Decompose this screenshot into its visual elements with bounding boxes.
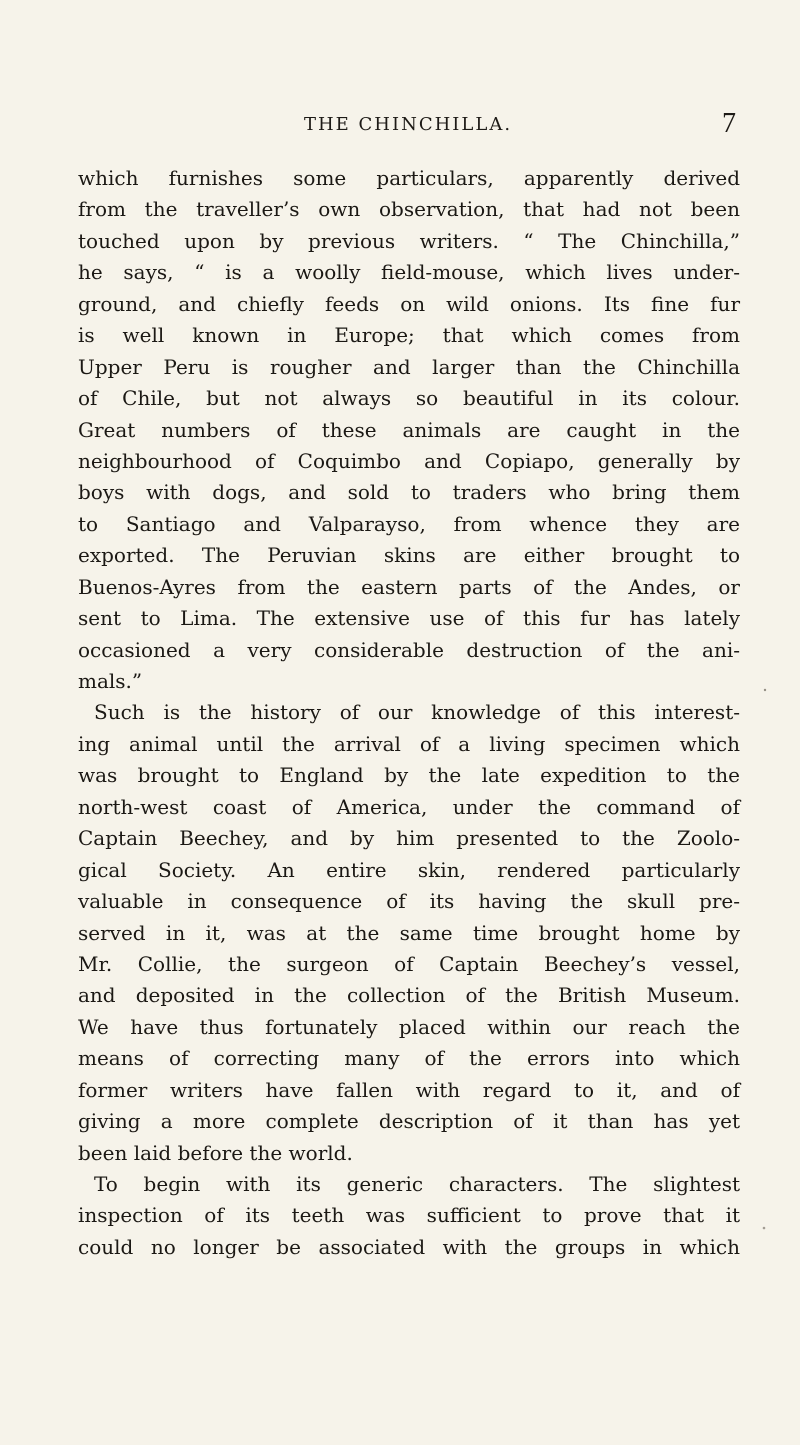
text-line: exported. The Peruvian skins are either brought to <box>78 543 740 568</box>
page-number: 7 <box>722 108 736 139</box>
text-line: occasioned a very considerable destruction of the ani- <box>78 637 740 662</box>
text-line: been laid before the world. <box>78 1140 353 1165</box>
paper-speck <box>764 689 766 691</box>
text-line: giving a more complete description of it than has yet <box>78 1109 740 1134</box>
text-line: neighbourhood of Coquimbo and Copiapo, generally by <box>78 448 740 473</box>
text-line: and deposited in the collection of the British Museum. <box>78 983 740 1008</box>
body-text <box>78 163 740 1263</box>
text-line: served in it, was at the same time brought home by <box>78 920 740 945</box>
text-line: inspection of its teeth was sufficient to prove that it <box>78 1203 740 1228</box>
text-line: is well known in Europe; that which comes from <box>78 323 740 348</box>
text-line: he says, “ is a woolly field-mouse, which lives under- <box>78 260 740 285</box>
text-line: boys with dogs, and sold to traders who bring them <box>78 480 740 505</box>
text-line: ground, and chiefly feeds on wild onions. Its fine fur <box>78 291 740 316</box>
text-line: touched upon by previous writers. “ The Chinchilla,” <box>78 228 740 253</box>
text-line: to Santiago and Valparayso, from whence they are <box>78 511 740 536</box>
text-line: of Chile, but not always so beautiful in its colour. <box>78 386 740 411</box>
text-line: from the traveller’s own observation, that had not been <box>78 197 740 222</box>
page-header <box>78 108 738 148</box>
text-line: Buenos-Ayres from the eastern parts of the Andes, or <box>78 574 740 599</box>
text-line: Upper Peru is rougher and larger than the Chinchilla <box>78 354 740 379</box>
text-line: sent to Lima. The extensive use of this fur has lately <box>78 606 740 631</box>
text-line: means of correcting many of the errors into which <box>78 1046 740 1071</box>
text-line: ing animal until the arrival of a living specimen which <box>78 731 740 756</box>
text-line: north-west coast of America, under the command of <box>78 794 740 819</box>
text-line: was brought to England by the late expedition to the <box>78 763 740 788</box>
text-line: Great numbers of these animals are caught in the <box>78 417 740 442</box>
text-line: gical Society. An entire skin, rendered particularly <box>78 857 740 882</box>
text-line: could no longer be associated with the groups in which <box>78 1234 740 1259</box>
text-line: mals.” <box>78 669 143 693</box>
text-line: To begin with its generic characters. The slightest <box>94 1172 740 1196</box>
text-line: Such is the history of our knowledge of this interest- <box>94 700 740 725</box>
paper-speck <box>763 1227 766 1230</box>
text-line: which furnishes some particulars, apparently derived <box>78 166 740 190</box>
text-line: Mr. Collie, the surgeon of Captain Beechey’s vessel, <box>78 951 740 976</box>
text-line: former writers have fallen with regard to it, and of <box>78 1077 740 1102</box>
running-head: THE CHINCHILLA. <box>303 114 513 135</box>
text-line: We have thus fortunately placed within our reach the <box>78 1014 740 1039</box>
text-line: valuable in consequence of its having the skull pre- <box>78 889 740 914</box>
text-line: Captain Beechey, and by him presented to the Zoolo- <box>78 826 740 851</box>
